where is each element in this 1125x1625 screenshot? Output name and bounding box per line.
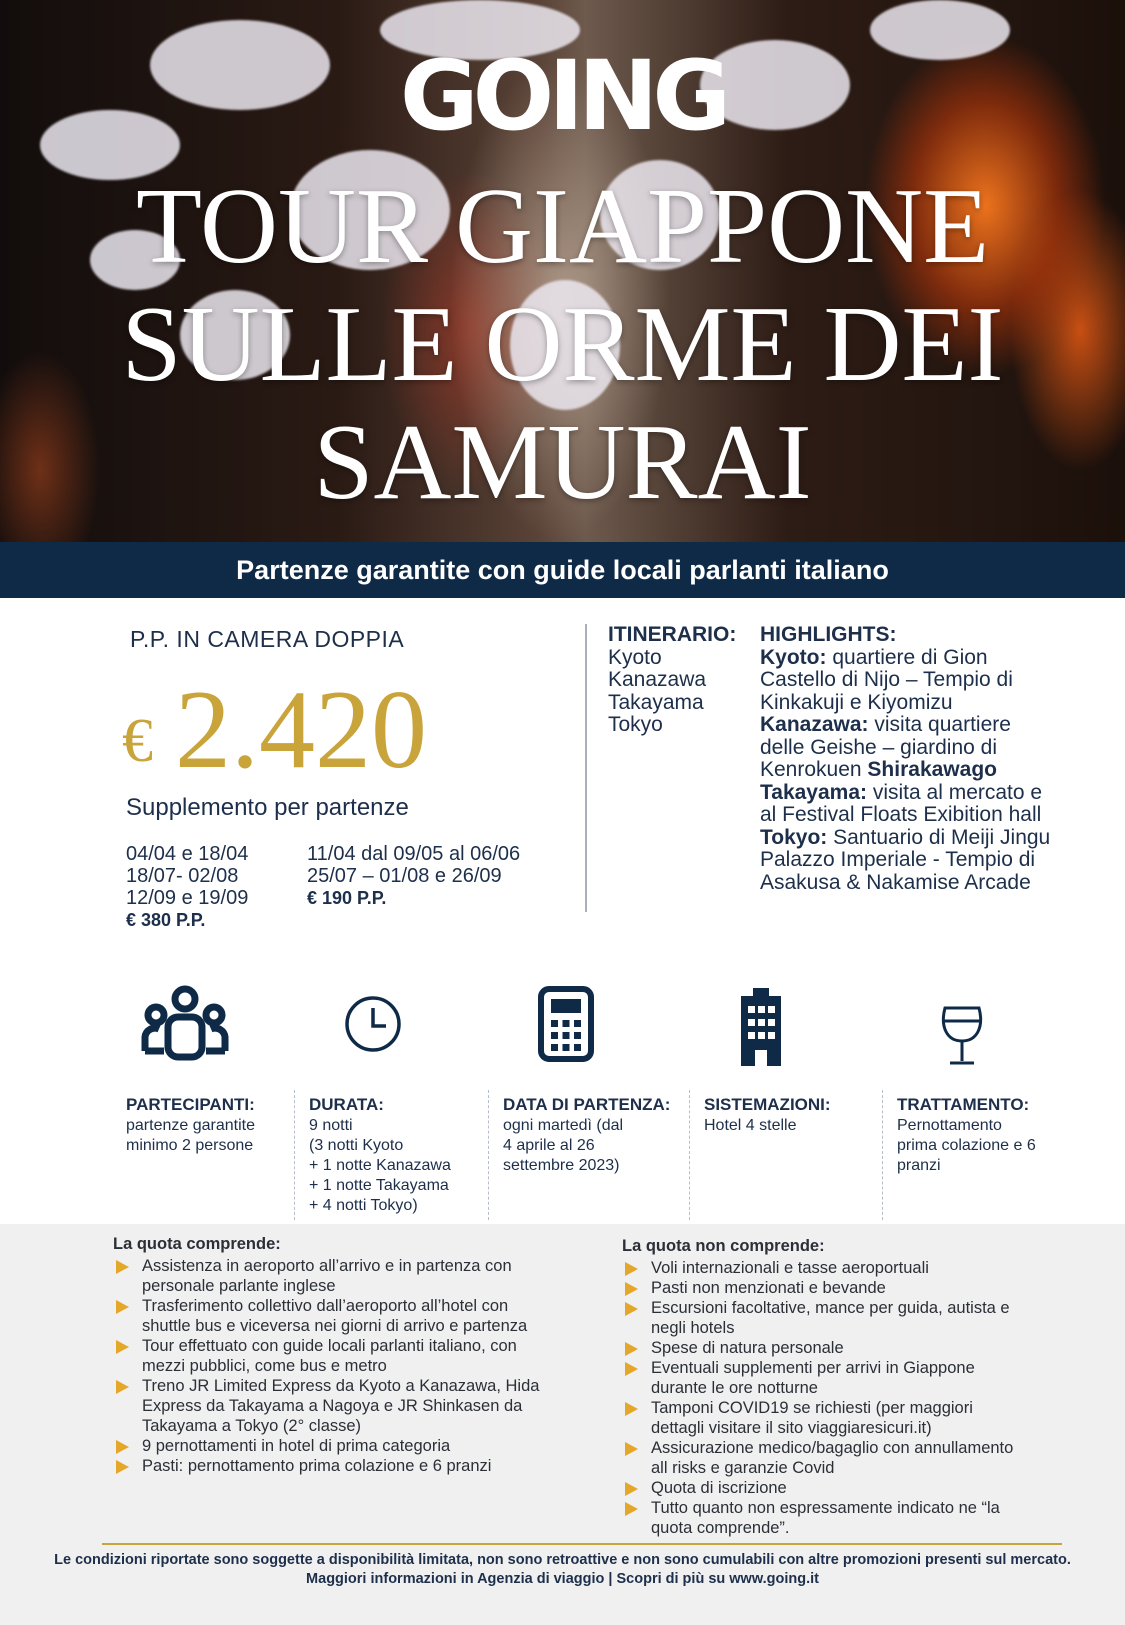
- triangle-bullet-icon: [116, 1440, 129, 1454]
- building-icon: [731, 986, 791, 1071]
- list-item-line: Escursioni facoltative, mance per guida, autista e: [651, 1299, 1010, 1317]
- list-item-line: negli hotels: [651, 1319, 735, 1337]
- list-item-line: mezzi pubblici, come bus e metro: [142, 1357, 387, 1375]
- list-item: [622, 1498, 1092, 1538]
- highlight-text: visita al mercato e: [867, 780, 1043, 804]
- list-item: [113, 1256, 583, 1296]
- list-item: [622, 1358, 1092, 1398]
- list-item: [113, 1376, 583, 1436]
- list-item-line: Tamponi COVID19 se richiesti (per maggiori: [651, 1399, 973, 1417]
- highlight-text: delle Geishe – giardino di: [760, 735, 997, 759]
- column-divider: [689, 1090, 690, 1220]
- highlight-line: [760, 714, 1090, 737]
- list-item-line: durante le ore notturne: [651, 1379, 818, 1397]
- supplement-fee: € 380 P.P.: [126, 910, 206, 930]
- highlight-line: [760, 804, 1090, 827]
- list-item-line: shuttle bus e viceversa nei giorni di arrivo e partenza: [142, 1317, 528, 1335]
- supplement-date: 04/04 e 18/04: [126, 843, 249, 865]
- info-line: + 1 notte Kanazawa: [309, 1157, 451, 1174]
- info-line: Hotel 4 stelle: [704, 1117, 797, 1134]
- supplement-fee: € 190 P.P.: [307, 888, 387, 908]
- list-item-line: personale parlante inglese: [142, 1277, 336, 1295]
- highlight-line: [760, 647, 1090, 670]
- list-item-line: Treno JR Limited Express da Kyoto a Kanazawa, Hida: [142, 1377, 540, 1395]
- highlight-text: Palazzo Imperiale - Tempio di: [760, 848, 1036, 871]
- list-item: [622, 1338, 1092, 1358]
- info-line: settembre 2023): [503, 1157, 620, 1174]
- list-item-line: Eventuali supplementi per arrivi in Giappone: [651, 1359, 975, 1377]
- highlights-header: HIGHLIGHTS:: [760, 623, 897, 646]
- highlight-line: [760, 827, 1090, 850]
- vertical-divider: [585, 624, 587, 912]
- list-item-line: quota comprende”.: [651, 1519, 790, 1537]
- gold-divider: [102, 1543, 1062, 1545]
- highlight-text: al Festival Floats Exibition hall: [760, 803, 1042, 826]
- list-item: [113, 1296, 583, 1336]
- column-divider: [294, 1090, 295, 1220]
- info-label: DATA DI PARTENZA:: [503, 1095, 671, 1114]
- triangle-bullet-icon: [116, 1300, 129, 1314]
- info-label: DURATA:: [309, 1095, 384, 1114]
- triangle-bullet-icon: [625, 1442, 638, 1456]
- list-item-line: Voli internazionali e tasse aeroportuali: [651, 1259, 929, 1277]
- list-item: [113, 1336, 583, 1376]
- triangle-bullet-icon: [116, 1340, 129, 1354]
- triangle-bullet-icon: [625, 1262, 638, 1276]
- calculator-icon: [538, 986, 594, 1067]
- list-item: [622, 1398, 1092, 1438]
- highlight-line: [760, 759, 1090, 782]
- triangle-bullet-icon: [625, 1302, 638, 1316]
- supplement-date: 11/04 dal 09/05 al 06/06: [307, 843, 521, 865]
- info-line: ogni martedì (dal: [503, 1117, 624, 1134]
- list-item-line: all risks e garanzie Covid: [651, 1459, 835, 1477]
- list-item-line: Tutto quanto non espressamente indicato ne “la: [651, 1499, 1000, 1517]
- itinerary-stop: Takayama: [608, 690, 704, 714]
- itinerary-stop: Kanazawa: [608, 668, 707, 691]
- list-item-line: dettagli visitare il sito viaggiaresicuri.it): [651, 1419, 932, 1437]
- wine-glass-icon: [937, 1005, 987, 1072]
- highlight-text: visita quartiere: [868, 713, 1011, 736]
- highlight-text: Kinkakuji e Kiyomizu: [760, 690, 953, 714]
- included-label: La quota comprende:: [113, 1235, 281, 1253]
- highlight-place: Tokyo:: [760, 825, 828, 849]
- info-duration: [309, 1095, 489, 1216]
- supplement-date: 18/07- 02/08: [126, 865, 239, 887]
- supplement-group-1: [126, 843, 248, 931]
- info-label: TRATTAMENTO:: [897, 1095, 1030, 1114]
- info-line: + 4 notti Tokyo): [309, 1197, 418, 1214]
- people-icon: [140, 985, 230, 1068]
- list-item: [622, 1478, 1092, 1498]
- itinerary: [608, 624, 736, 737]
- price: [122, 666, 427, 795]
- logo-text: GOING: [399, 40, 726, 152]
- list-item: [622, 1258, 1092, 1278]
- triangle-bullet-icon: [625, 1282, 638, 1296]
- list-item-line: Pasti non menzionati e bevande: [651, 1279, 886, 1297]
- info-accommodation: [704, 1095, 884, 1136]
- list-item: [622, 1298, 1092, 1338]
- list-item: [113, 1456, 583, 1476]
- hero-image: [0, 0, 1125, 542]
- supplement-group-2: [307, 843, 520, 909]
- triangle-bullet-icon: [625, 1502, 638, 1516]
- list-item-line: Pasti: pernottamento prima colazione e 6 pranzi: [142, 1457, 492, 1475]
- highlight-text: Kenrokuen: [760, 758, 868, 781]
- list-item-line: Tour effettuato con guide locali parlanti italiano, con: [142, 1337, 517, 1355]
- highlight-text: Asakusa & Nakamise Arcade: [760, 870, 1031, 894]
- itinerary-stop: Tokyo: [608, 713, 663, 736]
- triangle-bullet-icon: [625, 1342, 638, 1356]
- highlight-text: quartiere di Gion: [826, 645, 988, 669]
- highlight-place: Kyoto:: [760, 645, 827, 669]
- list-item-line: 9 pernottamenti in hotel di prima categoria: [142, 1437, 451, 1455]
- excluded-label: La quota non comprende:: [622, 1237, 825, 1255]
- highlights: [760, 624, 1090, 894]
- info-line: + 1 notte Takayama: [309, 1177, 449, 1194]
- triangle-bullet-icon: [625, 1482, 638, 1496]
- list-item-line: Spese di natura personale: [651, 1339, 844, 1357]
- triangle-bullet-icon: [116, 1380, 129, 1394]
- going-logo: [0, 40, 1125, 152]
- room-label: P.P. IN CAMERA DOPPIA: [130, 626, 405, 652]
- info-line: prima colazione e 6: [897, 1137, 1036, 1154]
- supplement-label: Supplemento per partenze: [126, 794, 409, 821]
- highlight-text: Castello di Nijo – Tempio di: [760, 668, 1013, 691]
- list-item-line: Assistenza in aeroporto all’arrivo e in partenza con: [142, 1257, 512, 1275]
- price-amount: 2.420: [175, 668, 427, 792]
- price-currency: €: [122, 707, 153, 775]
- info-line: partenze garantite: [126, 1117, 255, 1134]
- highlight-place: Takayama:: [760, 780, 868, 804]
- excluded-list: [622, 1236, 1092, 1538]
- list-item: [622, 1438, 1092, 1478]
- page-title: [0, 168, 1125, 522]
- title-line-3: SAMURAI: [313, 403, 812, 522]
- highlight-line: [760, 737, 1090, 760]
- highlight-line: [760, 872, 1090, 895]
- list-item-line: Express da Takayama a Nagoya e JR Shinkasen da: [142, 1397, 523, 1415]
- info-label: SISTEMAZIONI:: [704, 1095, 831, 1114]
- list-item-line: Trasferimento collettivo dall’aeroporto all’hotel con: [142, 1297, 509, 1315]
- highlight-line: [760, 669, 1090, 692]
- highlight-place: Shirakawago: [867, 758, 997, 781]
- footer-conditions: Le condizioni riportate sono soggette a disponibilità limitata, non sono retroattive e non sono cumulabili con altre promozioni presenti sul mercato.: [54, 1552, 1071, 1568]
- column-divider: [488, 1090, 489, 1220]
- triangle-bullet-icon: [625, 1402, 638, 1416]
- title-line-2: SULLE ORME DEI: [121, 285, 1004, 404]
- highlight-place: Kanazawa:: [760, 713, 869, 736]
- itinerary-stop: Kyoto: [608, 645, 662, 669]
- footer-info: Maggiori informazioni in Agenzia di viaggio | Scopri di più su www.going.it: [306, 1571, 819, 1587]
- highlight-text: Santuario di Meiji Jingu: [827, 825, 1051, 849]
- list-item-line: Assicurazione medico/bagaglio con annullamento: [651, 1439, 1014, 1457]
- list-item-line: Takayama a Tokyo (2° classe): [142, 1417, 362, 1435]
- triangle-bullet-icon: [625, 1362, 638, 1376]
- triangle-bullet-icon: [116, 1260, 129, 1274]
- column-divider: [882, 1090, 883, 1220]
- info-line: 4 aprile al 26: [503, 1137, 595, 1154]
- info-line: Pernottamento: [897, 1117, 1002, 1134]
- info-line: 9 notti: [309, 1117, 353, 1134]
- list-item-line: Quota di iscrizione: [651, 1479, 787, 1497]
- info-line: minimo 2 persone: [126, 1137, 254, 1154]
- info-participants: [126, 1095, 296, 1156]
- itinerary-header: ITINERARIO:: [608, 623, 737, 646]
- highlight-line: [760, 849, 1090, 872]
- title-line-1: TOUR GIAPPONE: [135, 167, 990, 286]
- info-line: pranzi: [897, 1157, 941, 1174]
- info-label: PARTECIPANTI:: [126, 1095, 255, 1114]
- info-departure: [503, 1095, 693, 1176]
- supplement-date: 25/07 – 01/08 e 26/09: [307, 865, 502, 887]
- highlight-line: [760, 782, 1090, 805]
- included-list: [113, 1234, 583, 1476]
- list-item: [113, 1436, 583, 1456]
- info-board: [897, 1095, 1077, 1176]
- info-line: (3 notti Kyoto: [309, 1137, 404, 1154]
- list-item: [622, 1278, 1092, 1298]
- guarantee-banner: Partenze garantite con guide locali parlanti italiano: [0, 542, 1125, 598]
- supplement-date: 12/09 e 19/09: [126, 887, 249, 909]
- highlight-line: [760, 692, 1090, 715]
- triangle-bullet-icon: [116, 1460, 129, 1474]
- clock-icon: [344, 995, 402, 1058]
